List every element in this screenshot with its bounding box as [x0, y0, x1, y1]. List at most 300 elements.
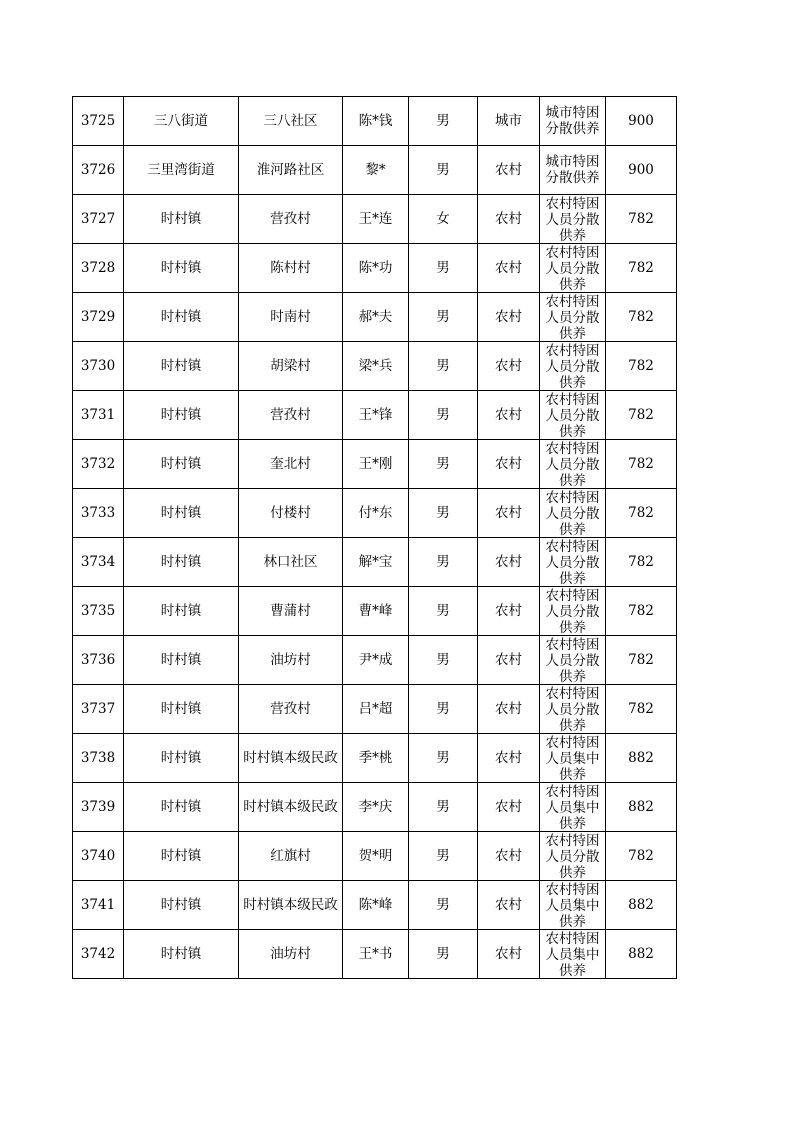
- amount-text: 782: [628, 554, 654, 570]
- amount-cell: [606, 930, 677, 979]
- serial-number-cell: [73, 195, 124, 244]
- sex-text: 男: [436, 113, 450, 129]
- category-cell: [540, 293, 606, 342]
- name-text: 陈*功: [358, 260, 393, 276]
- sex-text: 男: [436, 897, 450, 913]
- sex-cell: [409, 195, 478, 244]
- name-text: 王*刚: [358, 456, 393, 472]
- table-row: [73, 342, 677, 391]
- name-cell: [343, 342, 409, 391]
- amount-cell: [606, 489, 677, 538]
- name-text: 贺*明: [358, 848, 393, 864]
- amount-text: 882: [628, 897, 654, 913]
- sex-cell: [409, 636, 478, 685]
- serial-number-cell: [73, 489, 124, 538]
- sex-text: 女: [436, 211, 450, 227]
- street-cell: [124, 930, 239, 979]
- household-type-text: 农村: [495, 750, 522, 766]
- community-cell: [239, 440, 343, 489]
- amount-cell: [606, 293, 677, 342]
- community-text: 营孜村: [270, 211, 311, 227]
- name-text: 尹*成: [358, 652, 393, 668]
- name-text: 王*连: [358, 211, 393, 227]
- community-cell: [239, 587, 343, 636]
- household-type-cell: [478, 685, 540, 734]
- serial-number-text: 3740: [80, 848, 116, 864]
- serial-number-text: 3736: [80, 652, 116, 668]
- household-type-text: 农村: [495, 652, 522, 668]
- amount-cell: [606, 832, 677, 881]
- amount-cell: [606, 734, 677, 783]
- household-type-cell: [478, 146, 540, 195]
- name-cell: [343, 783, 409, 832]
- sex-text: 男: [436, 750, 450, 766]
- street-cell: [124, 587, 239, 636]
- community-cell: [239, 832, 343, 881]
- serial-number-cell: [73, 685, 124, 734]
- name-cell: [343, 636, 409, 685]
- serial-number-text: 3741: [80, 897, 116, 913]
- name-text: 李*庆: [358, 799, 393, 815]
- street-cell: [124, 783, 239, 832]
- street-cell: [124, 538, 239, 587]
- amount-text: 882: [628, 799, 654, 815]
- sex-cell: [409, 685, 478, 734]
- community-cell: [239, 391, 343, 440]
- category-text: 农村特困人员集中供养: [545, 734, 600, 782]
- sex-cell: [409, 881, 478, 930]
- community-text: 红旗村: [270, 848, 311, 864]
- household-type-cell: [478, 342, 540, 391]
- sex-cell: [409, 832, 478, 881]
- amount-text: 782: [628, 456, 654, 472]
- amount-text: 782: [628, 309, 654, 325]
- category-cell: [540, 881, 606, 930]
- category-text: 农村特困人员分散供养: [545, 293, 600, 341]
- street-cell: [124, 440, 239, 489]
- street-text: 三里湾街道: [147, 162, 215, 178]
- community-text: 时村镇本级民政: [243, 799, 338, 815]
- amount-text: 882: [628, 750, 654, 766]
- street-text: 时村镇: [160, 260, 202, 276]
- street-cell: [124, 636, 239, 685]
- street-cell: [124, 391, 239, 440]
- name-cell: [343, 97, 409, 146]
- sex-cell: [409, 342, 478, 391]
- amount-cell: [606, 342, 677, 391]
- serial-number-text: 3731: [80, 407, 116, 423]
- sex-text: 男: [436, 309, 450, 325]
- serial-number-text: 3728: [80, 260, 116, 276]
- street-text: 时村镇: [160, 456, 202, 472]
- community-text: 时南村: [270, 309, 311, 325]
- category-cell: [540, 832, 606, 881]
- serial-number-cell: [73, 587, 124, 636]
- category-text: 城市特困分散供养: [545, 105, 600, 137]
- community-cell: [239, 244, 343, 293]
- table-row: [73, 440, 677, 489]
- category-text: 农村特困人员分散供养: [545, 832, 600, 880]
- community-text: 曹蒲村: [270, 603, 311, 619]
- household-type-text: 农村: [495, 554, 522, 570]
- category-cell: [540, 783, 606, 832]
- category-cell: [540, 342, 606, 391]
- category-text: 农村特困人员集中供养: [545, 881, 600, 929]
- household-type-cell: [478, 391, 540, 440]
- household-type-cell: [478, 832, 540, 881]
- street-text: 时村镇: [160, 652, 202, 668]
- serial-number-cell: [73, 146, 124, 195]
- household-type-cell: [478, 97, 540, 146]
- sex-cell: [409, 146, 478, 195]
- community-cell: [239, 146, 343, 195]
- community-text: 营孜村: [270, 407, 311, 423]
- name-text: 王*锋: [358, 407, 393, 423]
- serial-number-cell: [73, 293, 124, 342]
- roster-body: [73, 97, 677, 979]
- amount-text: 882: [628, 946, 654, 962]
- name-text: 郝*夫: [358, 309, 393, 325]
- table-row: [73, 636, 677, 685]
- street-text: 时村镇: [160, 505, 202, 521]
- name-cell: [343, 440, 409, 489]
- amount-cell: [606, 587, 677, 636]
- street-text: 时村镇: [160, 211, 202, 227]
- serial-number-cell: [73, 538, 124, 587]
- table-row: [73, 391, 677, 440]
- category-cell: [540, 146, 606, 195]
- table-row: [73, 587, 677, 636]
- amount-cell: [606, 146, 677, 195]
- name-cell: [343, 930, 409, 979]
- household-type-cell: [478, 440, 540, 489]
- name-cell: [343, 195, 409, 244]
- household-type-text: 农村: [495, 603, 522, 619]
- sex-text: 男: [436, 799, 450, 815]
- serial-number-cell: [73, 244, 124, 293]
- name-cell: [343, 489, 409, 538]
- table-row: [73, 489, 677, 538]
- name-text: 王*书: [358, 946, 393, 962]
- amount-text: 782: [628, 505, 654, 521]
- sex-text: 男: [436, 456, 450, 472]
- street-text: 时村镇: [160, 309, 202, 325]
- category-cell: [540, 97, 606, 146]
- community-cell: [239, 881, 343, 930]
- household-type-text: 农村: [495, 897, 522, 913]
- serial-number-text: 3733: [80, 505, 116, 521]
- category-text: 城市特困分散供养: [545, 154, 600, 186]
- amount-text: 782: [628, 260, 654, 276]
- household-type-text: 农村: [495, 701, 522, 717]
- amount-cell: [606, 685, 677, 734]
- table-row: [73, 783, 677, 832]
- household-type-text: 农村: [495, 309, 522, 325]
- name-text: 陈*钱: [358, 113, 393, 129]
- sex-text: 男: [436, 946, 450, 962]
- community-text: 时村镇本级民政: [243, 897, 338, 913]
- street-cell: [124, 97, 239, 146]
- sex-cell: [409, 440, 478, 489]
- street-text: 时村镇: [160, 701, 202, 717]
- category-text: 农村特困人员分散供养: [545, 538, 600, 586]
- table-row: [73, 97, 677, 146]
- sex-text: 男: [436, 701, 450, 717]
- household-type-cell: [478, 489, 540, 538]
- category-cell: [540, 244, 606, 293]
- serial-number-cell: [73, 342, 124, 391]
- table-row: [73, 685, 677, 734]
- sex-cell: [409, 587, 478, 636]
- table-row: [73, 930, 677, 979]
- category-cell: [540, 930, 606, 979]
- community-cell: [239, 636, 343, 685]
- amount-text: 900: [628, 162, 654, 178]
- roster-table: [72, 96, 677, 979]
- household-type-cell: [478, 734, 540, 783]
- household-type-text: 农村: [495, 799, 522, 815]
- sex-cell: [409, 783, 478, 832]
- community-cell: [239, 195, 343, 244]
- name-cell: [343, 832, 409, 881]
- household-type-text: 农村: [495, 946, 522, 962]
- serial-number-text: 3735: [80, 603, 116, 619]
- street-cell: [124, 244, 239, 293]
- sex-cell: [409, 538, 478, 587]
- sex-cell: [409, 293, 478, 342]
- street-text: 时村镇: [160, 799, 202, 815]
- name-text: 陈*峰: [358, 897, 393, 913]
- category-text: 农村特困人员分散供养: [545, 489, 600, 537]
- amount-text: 782: [628, 652, 654, 668]
- sex-text: 男: [436, 358, 450, 374]
- sex-text: 男: [436, 652, 450, 668]
- amount-cell: [606, 538, 677, 587]
- category-text: 农村特困人员分散供养: [545, 685, 600, 733]
- category-cell: [540, 195, 606, 244]
- category-text: 农村特困人员集中供养: [545, 930, 600, 978]
- amount-text: 782: [628, 701, 654, 717]
- street-cell: [124, 832, 239, 881]
- amount-text: 782: [628, 358, 654, 374]
- table-row: [73, 293, 677, 342]
- category-text: 农村特困人员分散供养: [545, 636, 600, 684]
- street-text: 时村镇: [160, 848, 202, 864]
- sex-text: 男: [436, 260, 450, 276]
- amount-cell: [606, 391, 677, 440]
- name-cell: [343, 538, 409, 587]
- category-text: 农村特困人员分散供养: [545, 195, 600, 243]
- amount-text: 782: [628, 848, 654, 864]
- name-text: 梁*兵: [358, 358, 393, 374]
- household-type-cell: [478, 244, 540, 293]
- street-cell: [124, 734, 239, 783]
- household-type-cell: [478, 881, 540, 930]
- amount-text: 900: [628, 113, 654, 129]
- name-cell: [343, 146, 409, 195]
- community-cell: [239, 293, 343, 342]
- sex-cell: [409, 489, 478, 538]
- serial-number-text: 3737: [80, 701, 116, 717]
- amount-cell: [606, 636, 677, 685]
- serial-number-text: 3732: [80, 456, 116, 472]
- serial-number-text: 3739: [80, 799, 116, 815]
- category-text: 农村特困人员分散供养: [545, 391, 600, 439]
- household-type-cell: [478, 587, 540, 636]
- community-text: 营孜村: [270, 701, 311, 717]
- household-type-text: 农村: [495, 848, 522, 864]
- community-text: 奎北村: [270, 456, 311, 472]
- name-text: 曹*峰: [358, 603, 393, 619]
- street-cell: [124, 489, 239, 538]
- name-text: 解*宝: [358, 554, 393, 570]
- sex-cell: [409, 930, 478, 979]
- community-cell: [239, 685, 343, 734]
- serial-number-text: 3727: [80, 211, 116, 227]
- household-type-cell: [478, 538, 540, 587]
- community-cell: [239, 538, 343, 587]
- household-type-text: 农村: [495, 456, 522, 472]
- street-text: 时村镇: [160, 946, 202, 962]
- table-row: [73, 881, 677, 930]
- amount-cell: [606, 440, 677, 489]
- table-row: [73, 538, 677, 587]
- table-row: [73, 734, 677, 783]
- category-cell: [540, 734, 606, 783]
- street-cell: [124, 342, 239, 391]
- community-text: 三八社区: [263, 113, 318, 129]
- amount-text: 782: [628, 211, 654, 227]
- serial-number-cell: [73, 783, 124, 832]
- household-type-text: 农村: [495, 162, 522, 178]
- serial-number-cell: [73, 391, 124, 440]
- category-text: 农村特困人员分散供养: [545, 587, 600, 635]
- community-text: 付楼村: [270, 505, 311, 521]
- household-type-text: 农村: [495, 260, 522, 276]
- name-cell: [343, 244, 409, 293]
- sex-text: 男: [436, 407, 450, 423]
- category-text: 农村特困人员集中供养: [545, 783, 600, 831]
- street-text: 三八街道: [154, 113, 208, 129]
- category-cell: [540, 685, 606, 734]
- community-cell: [239, 489, 343, 538]
- street-text: 时村镇: [160, 407, 202, 423]
- household-type-cell: [478, 636, 540, 685]
- category-cell: [540, 587, 606, 636]
- table-row: [73, 146, 677, 195]
- serial-number-cell: [73, 881, 124, 930]
- community-text: 陈村村: [270, 260, 311, 276]
- household-type-cell: [478, 293, 540, 342]
- sex-cell: [409, 391, 478, 440]
- household-type-cell: [478, 930, 540, 979]
- street-text: 时村镇: [160, 603, 202, 619]
- household-type-text: 城市: [495, 113, 522, 129]
- name-cell: [343, 881, 409, 930]
- category-cell: [540, 636, 606, 685]
- community-text: 时村镇本级民政: [243, 750, 338, 766]
- name-cell: [343, 587, 409, 636]
- sex-text: 男: [436, 505, 450, 521]
- name-text: 季*桃: [358, 750, 393, 766]
- community-text: 油坊村: [270, 946, 311, 962]
- amount-cell: [606, 881, 677, 930]
- name-cell: [343, 734, 409, 783]
- street-cell: [124, 881, 239, 930]
- name-cell: [343, 685, 409, 734]
- serial-number-text: 3725: [80, 113, 116, 129]
- sex-text: 男: [436, 162, 450, 178]
- street-cell: [124, 293, 239, 342]
- serial-number-cell: [73, 930, 124, 979]
- sex-cell: [409, 734, 478, 783]
- name-text: 黎*: [365, 162, 386, 178]
- amount-cell: [606, 195, 677, 244]
- serial-number-text: 3738: [80, 750, 116, 766]
- household-type-cell: [478, 195, 540, 244]
- street-text: 时村镇: [160, 358, 202, 374]
- street-text: 时村镇: [160, 750, 202, 766]
- category-cell: [540, 538, 606, 587]
- household-type-cell: [478, 783, 540, 832]
- serial-number-text: 3734: [80, 554, 116, 570]
- community-cell: [239, 930, 343, 979]
- sex-cell: [409, 97, 478, 146]
- sex-cell: [409, 244, 478, 293]
- community-text: 胡梁村: [270, 358, 311, 374]
- serial-number-text: 3726: [80, 162, 116, 178]
- community-cell: [239, 783, 343, 832]
- category-cell: [540, 440, 606, 489]
- street-cell: [124, 195, 239, 244]
- category-text: 农村特困人员分散供养: [545, 244, 600, 292]
- category-text: 农村特困人员分散供养: [545, 440, 600, 488]
- street-text: 时村镇: [160, 554, 202, 570]
- amount-cell: [606, 97, 677, 146]
- community-cell: [239, 97, 343, 146]
- community-text: 淮河路社区: [256, 162, 325, 178]
- serial-number-text: 3730: [80, 358, 116, 374]
- serial-number-cell: [73, 97, 124, 146]
- household-type-text: 农村: [495, 211, 522, 227]
- sex-text: 男: [436, 848, 450, 864]
- category-text: 农村特困人员分散供养: [545, 342, 600, 390]
- table-row: [73, 195, 677, 244]
- household-type-text: 农村: [495, 358, 522, 374]
- amount-text: 782: [628, 603, 654, 619]
- serial-number-cell: [73, 832, 124, 881]
- serial-number-cell: [73, 440, 124, 489]
- serial-number-text: 3742: [80, 946, 116, 962]
- amount-cell: [606, 244, 677, 293]
- community-text: 林口社区: [263, 554, 318, 570]
- sex-text: 男: [436, 603, 450, 619]
- amount-cell: [606, 783, 677, 832]
- household-type-text: 农村: [495, 407, 522, 423]
- community-text: 油坊村: [270, 652, 311, 668]
- amount-text: 782: [628, 407, 654, 423]
- category-cell: [540, 489, 606, 538]
- serial-number-cell: [73, 636, 124, 685]
- table-row: [73, 244, 677, 293]
- serial-number-cell: [73, 734, 124, 783]
- name-cell: [343, 391, 409, 440]
- street-cell: [124, 685, 239, 734]
- street-cell: [124, 146, 239, 195]
- name-cell: [343, 293, 409, 342]
- community-cell: [239, 342, 343, 391]
- name-text: 吕*超: [358, 701, 393, 717]
